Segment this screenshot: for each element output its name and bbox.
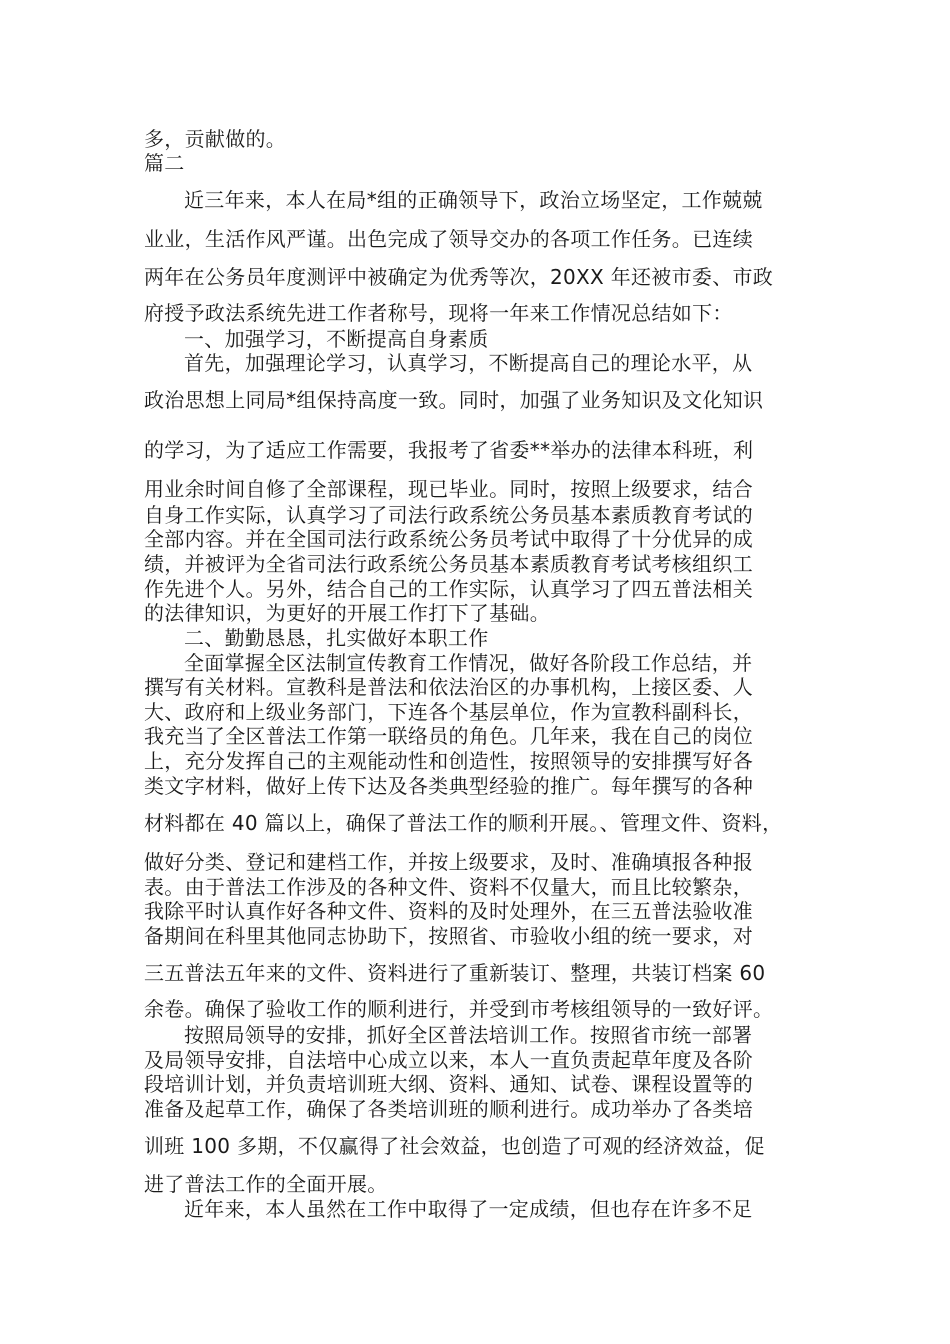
text-line: 按照局领导的安排，抓好全区普法培训工作。按照省市统一部署 (184, 1023, 753, 1047)
section-heading: 篇二 (144, 151, 185, 175)
text-line: 备期间在科里其他同志协助下，按照省、市验收小组的统一要求，对 (144, 924, 753, 948)
text-line: 作先进个人。另外，结合自己的工作实际，认真学习了四五普法相关 (144, 577, 753, 601)
text-line: 近三年来，本人在局*组的正确领导下，政治立场坚定，工作兢兢 (184, 188, 763, 212)
text-line: 进了普法工作的全面开展。 (144, 1172, 388, 1196)
text-line: 表。由于普法工作涉及的各种文件、资料不仅量大，而且比较繁杂， (144, 875, 753, 899)
text-line: 余卷。确保了验收工作的顺利进行，并受到市考核组领导的一致好评。 (144, 997, 774, 1021)
text-line: 的学习，为了适应工作需要，我报考了省委**举办的法律本科班，利 (144, 438, 754, 462)
text-line: 我充当了全区普法工作第一联络员的角色。几年来，我在自己的岗位 (144, 724, 753, 748)
text-line: 多，贡献做的。 (144, 127, 287, 151)
text-line: 全面掌握全区法制宣传教育工作情况，做好各阶段工作总结，并 (184, 651, 753, 675)
subheading: 一、加强学习，不断提高自身素质 (184, 327, 489, 351)
text-line: 全部内容。并在全国司法行政系统公务员考试中取得了十分优异的成 (144, 527, 753, 551)
text-line: 三五普法五年来的文件、资料进行了重新装订、整理，共装订档案 60 (144, 961, 766, 985)
text-line: 上，充分发挥自己的主观能动性和创造性，按照领导的安排撰写好各 (144, 749, 753, 773)
text-line: 自身工作实际，认真学习了司法行政系统公务员基本素质教育考试的 (144, 503, 753, 527)
text-line: 做好分类、登记和建档工作，并按上级要求，及时、准确填报各种报 (144, 850, 753, 874)
text-line: 大、政府和上级业务部门，下连各个基层单位，作为宣教科副科长， (144, 700, 753, 724)
text-line: 用业余时间自修了全部课程，现已毕业。同时，按照上级要求，结合 (144, 477, 753, 501)
text-line: 的法律知识，为更好的开展工作打下了基础。 (144, 601, 550, 625)
text-line: 我除平时认真作好各种文件、资料的及时处理外，在三五普法验收准 (144, 899, 753, 923)
subheading: 二、勤勤恳恳，扎实做好本职工作 (184, 626, 489, 650)
text-line: 准备及起草工作，确保了各类培训班的顺利进行。成功举办了各类培 (144, 1097, 753, 1121)
text-line: 业业，生活作风严谨。出色完成了领导交办的各项工作任务。已连续 (144, 227, 753, 251)
text-line: 绩，并被评为全省司法行政系统公务员基本素质教育考试考核组织工 (144, 552, 753, 576)
text-line: 两年在公务员年度测评中被确定为优秀等次，20XX 年还被市委、市政 (144, 265, 774, 289)
text-line: 首先，加强理论学习，认真学习，不断提高自己的理论水平，从 (184, 351, 753, 375)
text-line: 政治思想上同局*组保持高度一致。同时，加强了业务知识及文化知识 (144, 388, 764, 412)
text-line: 及局领导安排，自法培中心成立以来，本人一直负责起草年度及各阶 (144, 1048, 753, 1072)
text-line: 段培训计划，并负责培训班大纲、资料、通知、试卷、课程设置等的 (144, 1072, 753, 1096)
text-line: 训班 100 多期，不仅赢得了社会效益，也创造了可观的经济效益，促 (144, 1134, 765, 1158)
text-line: 材料都在 40 篇以上，确保了普法工作的顺利开展。、管理文件、资料， (144, 811, 783, 835)
text-line: 近年来，本人虽然在工作中取得了一定成绩，但也存在许多不足 (184, 1197, 753, 1221)
text-line: 类文字材料，做好上传下达及各类典型经验的推广。每年撰写的各种 (144, 774, 753, 798)
text-line: 撰写有关材料。宣教科是普法和依法治区的办事机构，上接区委、人 (144, 675, 753, 699)
text-line: 府授予政法系统先进工作者称号，现将一年来工作情况总结如下： (144, 301, 733, 325)
